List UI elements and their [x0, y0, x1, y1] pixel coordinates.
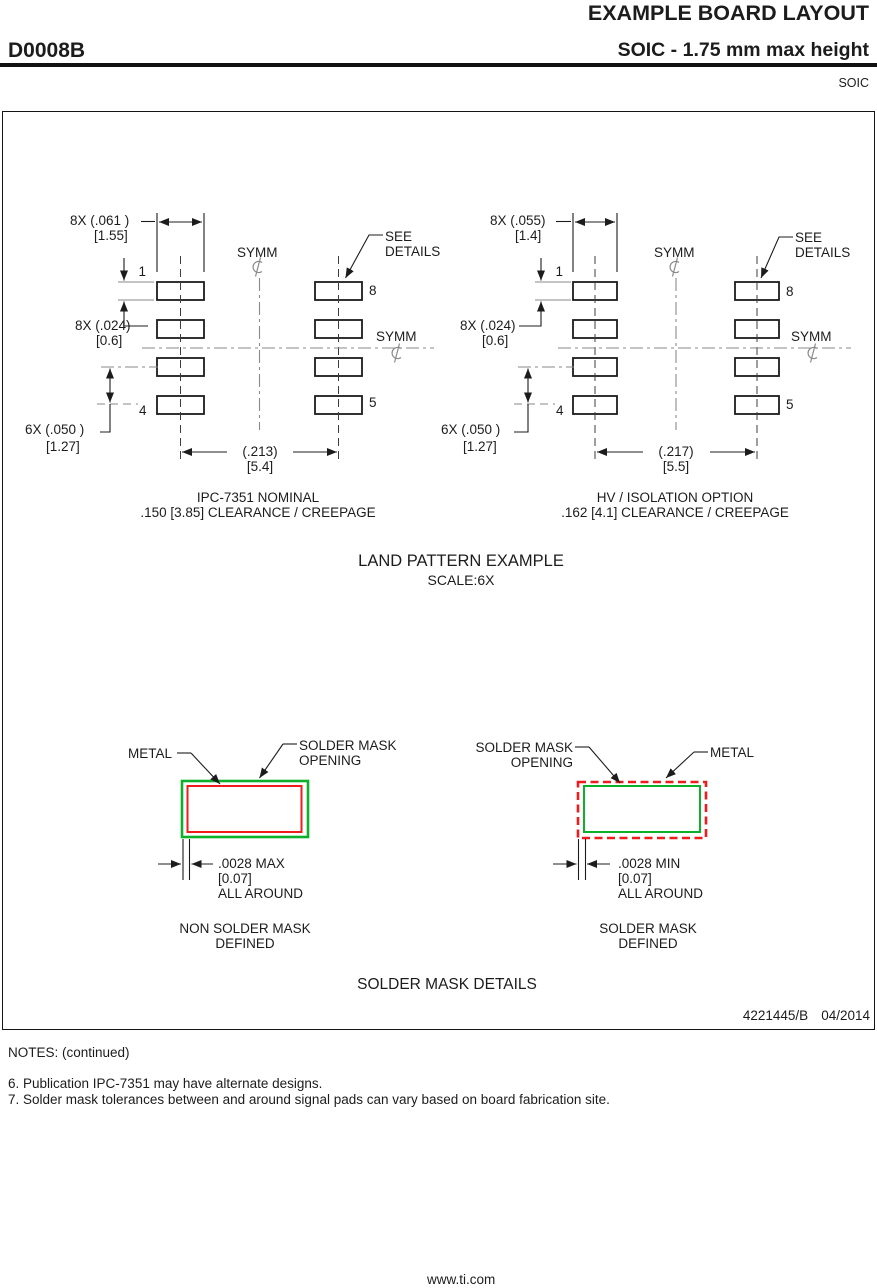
metal-pad-outline [188, 786, 302, 832]
detail-caption: NON SOLDER MASK [179, 921, 311, 936]
dim-pad-height-label: 8X (.024) [75, 318, 131, 333]
mask-dim-note: ALL AROUND [218, 886, 304, 901]
solder-mask-details-title: SOLDER MASK DETAILS [357, 976, 537, 993]
centerline-symbol [670, 258, 679, 277]
revision-block [743, 1008, 870, 1023]
pin-8-label: 8 [369, 283, 377, 298]
part-number: D0008B [8, 39, 86, 62]
note-item: 6. Publication IPC-7351 may have alternate designs. [8, 1076, 323, 1091]
dim-pad-width-label: 8X (.055) [490, 213, 546, 228]
dim-pad-width-label: 8X (.061 ) [70, 213, 130, 228]
mask-dim-label: .0028 MIN [618, 856, 681, 871]
see-details-label: SEE [385, 229, 413, 244]
symm-label-vertical: SYMM [654, 245, 695, 260]
dim-pad-height-mm: [0.6] [482, 333, 509, 348]
dim-pitch-label: 6X (.050 ) [441, 422, 501, 437]
see-details-label: DETAILS [385, 244, 441, 259]
dim-pitch-mm: [1.27] [463, 439, 497, 454]
centerline-symbol [392, 344, 401, 363]
opening-leader [589, 747, 620, 783]
dim-pitch-mm: [1.27] [46, 439, 80, 454]
solder-mask-opening-outline [584, 786, 700, 832]
detail-caption: SOLDER MASK [599, 921, 697, 936]
page-title: EXAMPLE BOARD LAYOUT [587, 1, 869, 25]
pin-8-label: 8 [786, 284, 794, 299]
solder-mask-opening-outline [182, 781, 308, 837]
solder-mask-opening-label: SOLDER MASK [299, 738, 397, 753]
notes-heading: NOTES: (continued) [8, 1045, 130, 1060]
mask-dim-mm: [0.07] [218, 871, 252, 886]
detail-caption: DEFINED [215, 936, 275, 951]
revision-date: 04/2014 [821, 1008, 870, 1023]
dim-span-label: (.217) [658, 444, 694, 459]
detail-caption: DEFINED [618, 936, 678, 951]
dim-span-mm: [5.4] [246, 459, 274, 474]
centerline-symbol [808, 344, 817, 363]
metal-label: METAL [710, 745, 755, 760]
pin-5-label: 5 [786, 397, 794, 412]
solder-mask-opening-label: OPENING [510, 755, 573, 770]
see-details-leader [346, 235, 384, 278]
mask-dim-mm: [0.07] [618, 871, 652, 886]
solder-mask-opening-label: OPENING [299, 753, 362, 768]
page-subtitle: SOIC - 1.75 mm max height [617, 39, 869, 61]
pin-4-label: 4 [139, 403, 147, 418]
diagram-caption: IPC-7351 NOMINAL [196, 490, 320, 505]
see-details-leader [761, 237, 793, 278]
dim-pad-width-mm: [1.4] [515, 228, 542, 243]
pin-4-label: 4 [556, 403, 564, 418]
mask-dim-note: ALL AROUND [618, 886, 704, 901]
metal-leader [666, 752, 694, 778]
leader-line [514, 404, 528, 432]
see-details-label: SEE [795, 230, 823, 245]
pin-1-label: 1 [138, 264, 146, 279]
diagram-caption: .162 [4.1] CLEARANCE / CREEPAGE [561, 505, 789, 520]
opening-leader [260, 744, 284, 778]
leader-line [519, 324, 541, 326]
see-details-label: DETAILS [795, 245, 851, 260]
metal-label: METAL [128, 746, 173, 761]
footer-url[interactable]: www.ti.com [427, 1272, 496, 1287]
mask-dim-label: .0028 MAX [218, 856, 285, 871]
diagram-caption: HV / ISOLATION OPTION [596, 490, 754, 505]
symm-label-vertical: SYMM [237, 245, 278, 260]
dim-span-label: (.213) [242, 444, 278, 459]
pin-1-label: 1 [555, 264, 563, 279]
metal-pad-outline [578, 782, 706, 838]
solder-mask-opening-label: SOLDER MASK [475, 740, 573, 755]
diagram-caption: .150 [3.85] CLEARANCE / CREEPAGE [140, 505, 376, 520]
dim-span-mm: [5.5] [662, 459, 690, 474]
dim-pad-height-mm: [0.6] [96, 333, 123, 348]
symm-label-horizontal: SYMM [791, 329, 832, 344]
drawing-number: 4221445/B [742, 1008, 809, 1023]
pin-5-label: 5 [369, 395, 377, 410]
metal-leader [191, 753, 220, 784]
land-pattern-scale: SCALE:6X [427, 572, 495, 588]
centerline-symbol [253, 258, 262, 277]
package-label: SOIC [838, 76, 869, 90]
dim-pad-width-mm: [1.55] [94, 228, 128, 243]
leader-line [100, 404, 110, 432]
dim-pitch-label: 6X (.050 ) [25, 422, 85, 437]
note-item: 7. Solder mask tolerances between and around signal pads can vary based on board fabrication site. [8, 1092, 610, 1107]
symm-label-horizontal: SYMM [376, 329, 417, 344]
dim-pad-height-label: 8X (.024) [460, 318, 516, 333]
land-pattern-title: LAND PATTERN EXAMPLE [358, 552, 564, 570]
